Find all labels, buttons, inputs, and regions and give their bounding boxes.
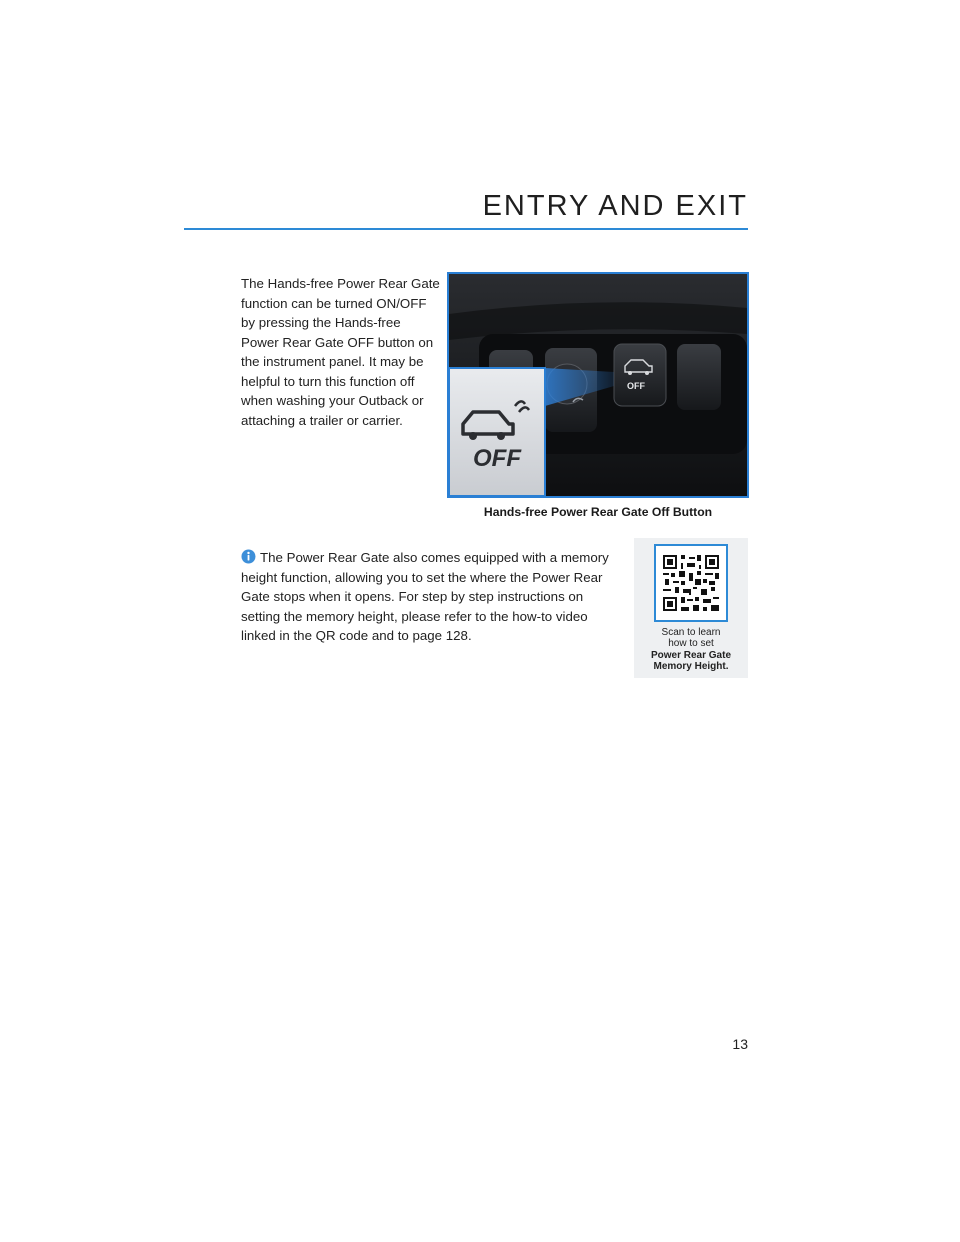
qr-caption-title: Power Rear Gate <box>650 650 732 661</box>
info-icon <box>241 549 256 564</box>
qr-caption-title: Memory Height. <box>653 661 729 672</box>
note-text: The Power Rear Gate also comes equipped with a memory height function, allowing you to set the where the Power Rear Gate stops when it opens. For step by step instructions on setting the memory height, please refer to the how-to video linked in the QR code and to page 128. <box>241 550 609 643</box>
intro-paragraph: The Hands-free Power Rear Gate function can be turned ON/OFF by pressing the Hands-free Power Rear Gate OFF button on the instrument panel. It may be helpful to turn this function off when washing your Outback or attaching a trailer or carrier. <box>241 276 440 428</box>
qr-panel <box>634 538 748 678</box>
qr-code[interactable] <box>654 544 728 622</box>
photo-caption: Hands-free Power Rear Gate Off Button <box>483 505 713 519</box>
section-title: ENTRY AND EXIT <box>482 190 748 222</box>
button-off-label: OFF <box>627 381 645 391</box>
title-divider <box>184 228 748 230</box>
qr-caption-line: Scan to learn <box>661 627 721 638</box>
qr-caption-line: how to set <box>668 638 714 649</box>
memory-height-note <box>241 548 621 646</box>
callout-off-label: OFF <box>473 445 521 472</box>
page-number: 13 <box>732 1036 748 1052</box>
instrument-panel-photo <box>447 272 749 498</box>
